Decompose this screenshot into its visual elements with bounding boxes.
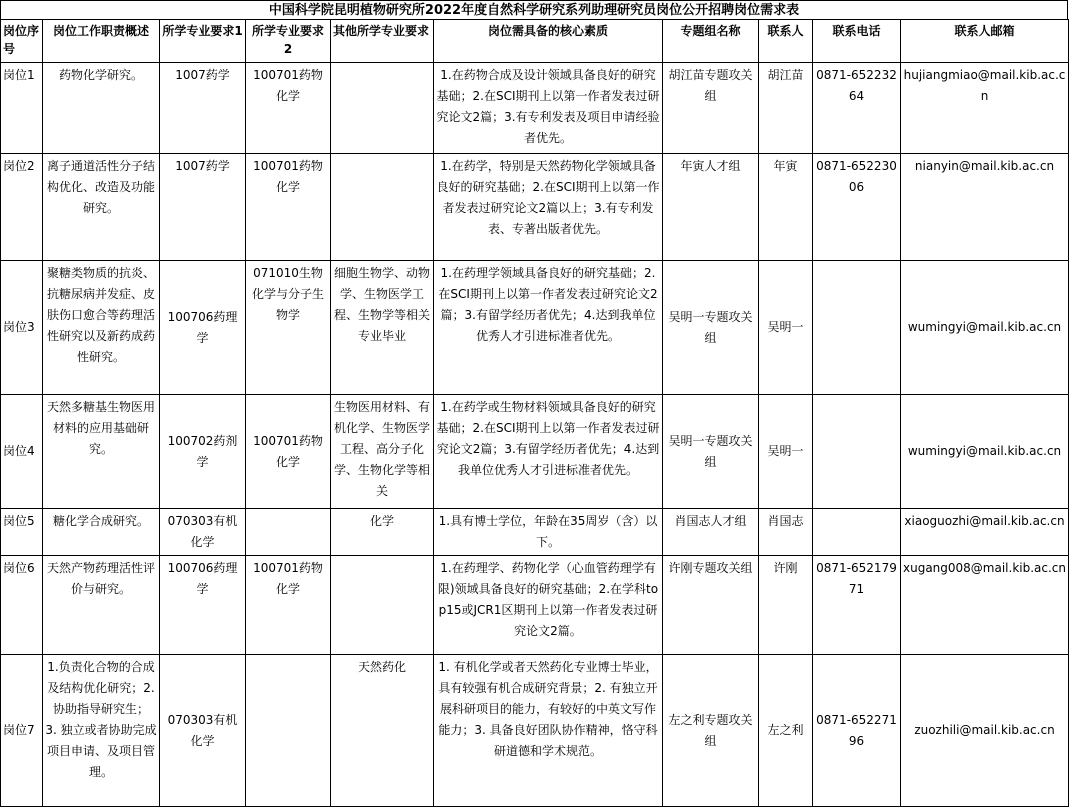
cell-other: 天然药化 <box>331 655 434 807</box>
header-other: 其他所学专业要求 <box>331 20 434 63</box>
cell-other: 化学 <box>331 509 434 556</box>
cell-id: 岗位1 <box>1 63 43 154</box>
cell-group: 左之利专题攻关组 <box>663 655 759 807</box>
cell-group: 肖国志人才组 <box>663 509 759 556</box>
cell-phone: 0871-65217971 <box>813 556 901 655</box>
cell-email: zuozhili@mail.kib.ac.cn <box>901 655 1069 807</box>
cell-id: 岗位7 <box>1 655 43 807</box>
cell-id: 岗位4 <box>1 395 43 509</box>
cell-major2 <box>246 509 331 556</box>
cell-id: 岗位2 <box>1 154 43 261</box>
cell-contact: 肖国志 <box>759 509 813 556</box>
header-contact: 联系人 <box>759 20 813 63</box>
cell-email: xugang008@mail.kib.ac.cn <box>901 556 1069 655</box>
cell-email: xiaoguozhi@mail.kib.ac.cn <box>901 509 1069 556</box>
cell-other <box>331 154 434 261</box>
cell-contact: 吴明一 <box>759 261 813 395</box>
header-duty: 岗位工作职责概述 <box>43 20 160 63</box>
cell-phone <box>813 509 901 556</box>
cell-other: 细胞生物学、动物学、生物医学工程、生物学等相关专业毕业 <box>331 261 434 395</box>
cell-quality: 1.在药理学领域具备良好的研究基础；2.在SCI期刊上以第一作者发表过研究论文2篇；3.有留学经历者优先；4.达到我单位优秀人才引进标准者优先。 <box>434 261 663 395</box>
cell-major1: 070303有机化学 <box>160 655 246 807</box>
cell-group: 吴明一专题攻关组 <box>663 395 759 509</box>
cell-contact: 左之利 <box>759 655 813 807</box>
table-row <box>1 63 1069 154</box>
cell-phone <box>813 395 901 509</box>
header-email: 联系人邮箱 <box>901 20 1069 63</box>
cell-quality: 1. 有机化学或者天然药化专业博士毕业，具有较强有机合成研究背景；2. 有独立开展科研项目的能力，有较好的中英文写作能力；3. 具备良好团队协作精神，恪守科研道德和学术规范。 <box>434 655 663 807</box>
cell-duty: 天然多糖基生物医用材料的应用基础研究。 <box>43 395 160 509</box>
cell-duty: 药物化学研究。 <box>43 63 160 154</box>
header-group: 专题组名称 <box>663 20 759 63</box>
cell-duty: 糖化学合成研究。 <box>43 509 160 556</box>
cell-major2: 100701药物化学 <box>246 395 331 509</box>
cell-email: wumingyi@mail.kib.ac.cn <box>901 261 1069 395</box>
cell-duty: 天然产物药理活性评价与研究。 <box>43 556 160 655</box>
cell-quality: 1.在药学，特别是天然药物化学领域具备良好的研究基础；2.在SCI期刊上以第一作者发表过研究论文2篇以上；3.有专利发表、专著出版者优先。 <box>434 154 663 261</box>
cell-phone: 0871-65223006 <box>813 154 901 261</box>
table-row <box>1 509 1069 556</box>
cell-email: hujiangmiao@mail.kib.ac.cn <box>901 63 1069 154</box>
cell-group: 年寅人才组 <box>663 154 759 261</box>
cell-phone <box>813 261 901 395</box>
cell-major1: 100702药剂学 <box>160 395 246 509</box>
header-major2: 所学专业要求2 <box>246 20 331 63</box>
cell-id: 岗位6 <box>1 556 43 655</box>
cell-group: 吴明一专题攻关组 <box>663 261 759 395</box>
header-row <box>1 20 1069 63</box>
cell-major1: 100706药理学 <box>160 556 246 655</box>
cell-id: 岗位3 <box>1 261 43 395</box>
header-id: 岗位序号 <box>1 20 43 63</box>
cell-duty: 离子通道活性分子结构优化、改造及功能研究。 <box>43 154 160 261</box>
cell-major2 <box>246 655 331 807</box>
table-row <box>1 154 1069 261</box>
cell-major1: 070303有机化学 <box>160 509 246 556</box>
cell-duty: 1.负责化合物的合成及结构优化研究；2.协助指导研究生； 3. 独立或者协助完成项目申请、及项目管理。 <box>43 655 160 807</box>
cell-phone: 0871-65223264 <box>813 63 901 154</box>
cell-contact: 许刚 <box>759 556 813 655</box>
cell-other <box>331 556 434 655</box>
table-row <box>1 261 1069 395</box>
cell-duty: 聚糖类物质的抗炎、抗糖尿病并发症、皮肤伤口愈合等药理活性研究以及新药成药性研究。 <box>43 261 160 395</box>
cell-phone: 0871-65227196 <box>813 655 901 807</box>
job-table <box>0 19 1069 807</box>
cell-quality: 1.在药理学、药物化学（心血管药理学有限)领域具备良好的研究基础；2.在学科top15或JCR1区期刊上以第一作者发表过研究论文2篇。 <box>434 556 663 655</box>
cell-group: 胡江苗专题攻关组 <box>663 63 759 154</box>
cell-major1: 100706药理学 <box>160 261 246 395</box>
cell-major1: 1007药学 <box>160 154 246 261</box>
cell-quality: 1.在药物合成及设计领域具备良好的研究基础；2.在SCI期刊上以第一作者发表过研究论文2篇；3.有专利发表及项目申请经验者优先。 <box>434 63 663 154</box>
cell-major1: 1007药学 <box>160 63 246 154</box>
cell-quality: 1.具有博士学位，年龄在35周岁（含）以下。 <box>434 509 663 556</box>
table-row <box>1 655 1069 807</box>
cell-other <box>331 63 434 154</box>
sheet-title: 中国科学院昆明植物研究所2022年度自然科学研究系列助理研究员岗位公开招聘岗位需求表 <box>0 0 1068 20</box>
header-phone: 联系电话 <box>813 20 901 63</box>
header-quality: 岗位需具备的核心素质 <box>434 20 663 63</box>
cell-email: wumingyi@mail.kib.ac.cn <box>901 395 1069 509</box>
cell-id: 岗位5 <box>1 509 43 556</box>
cell-group: 许刚专题攻关组 <box>663 556 759 655</box>
table-row <box>1 556 1069 655</box>
cell-contact: 胡江苗 <box>759 63 813 154</box>
cell-contact: 吴明一 <box>759 395 813 509</box>
cell-contact: 年寅 <box>759 154 813 261</box>
header-major1: 所学专业要求1 <box>160 20 246 63</box>
cell-major2: 100701药物化学 <box>246 63 331 154</box>
table-row <box>1 395 1069 509</box>
cell-major2: 100701药物化学 <box>246 154 331 261</box>
cell-major2: 071010生物化学与分子生物学 <box>246 261 331 395</box>
cell-other: 生物医用材料、有机化学、生物医学工程、高分子化学、生物化学等相关 <box>331 395 434 509</box>
cell-email: nianyin@mail.kib.ac.cn <box>901 154 1069 261</box>
cell-quality: 1.在药学或生物材料领域具备良好的研究基础；2.在SCI期刊上以第一作者发表过研究论文2篇；3.有留学经历者优先；4.达到我单位优秀人才引进标准者优先。 <box>434 395 663 509</box>
cell-major2: 100701药物化学 <box>246 556 331 655</box>
